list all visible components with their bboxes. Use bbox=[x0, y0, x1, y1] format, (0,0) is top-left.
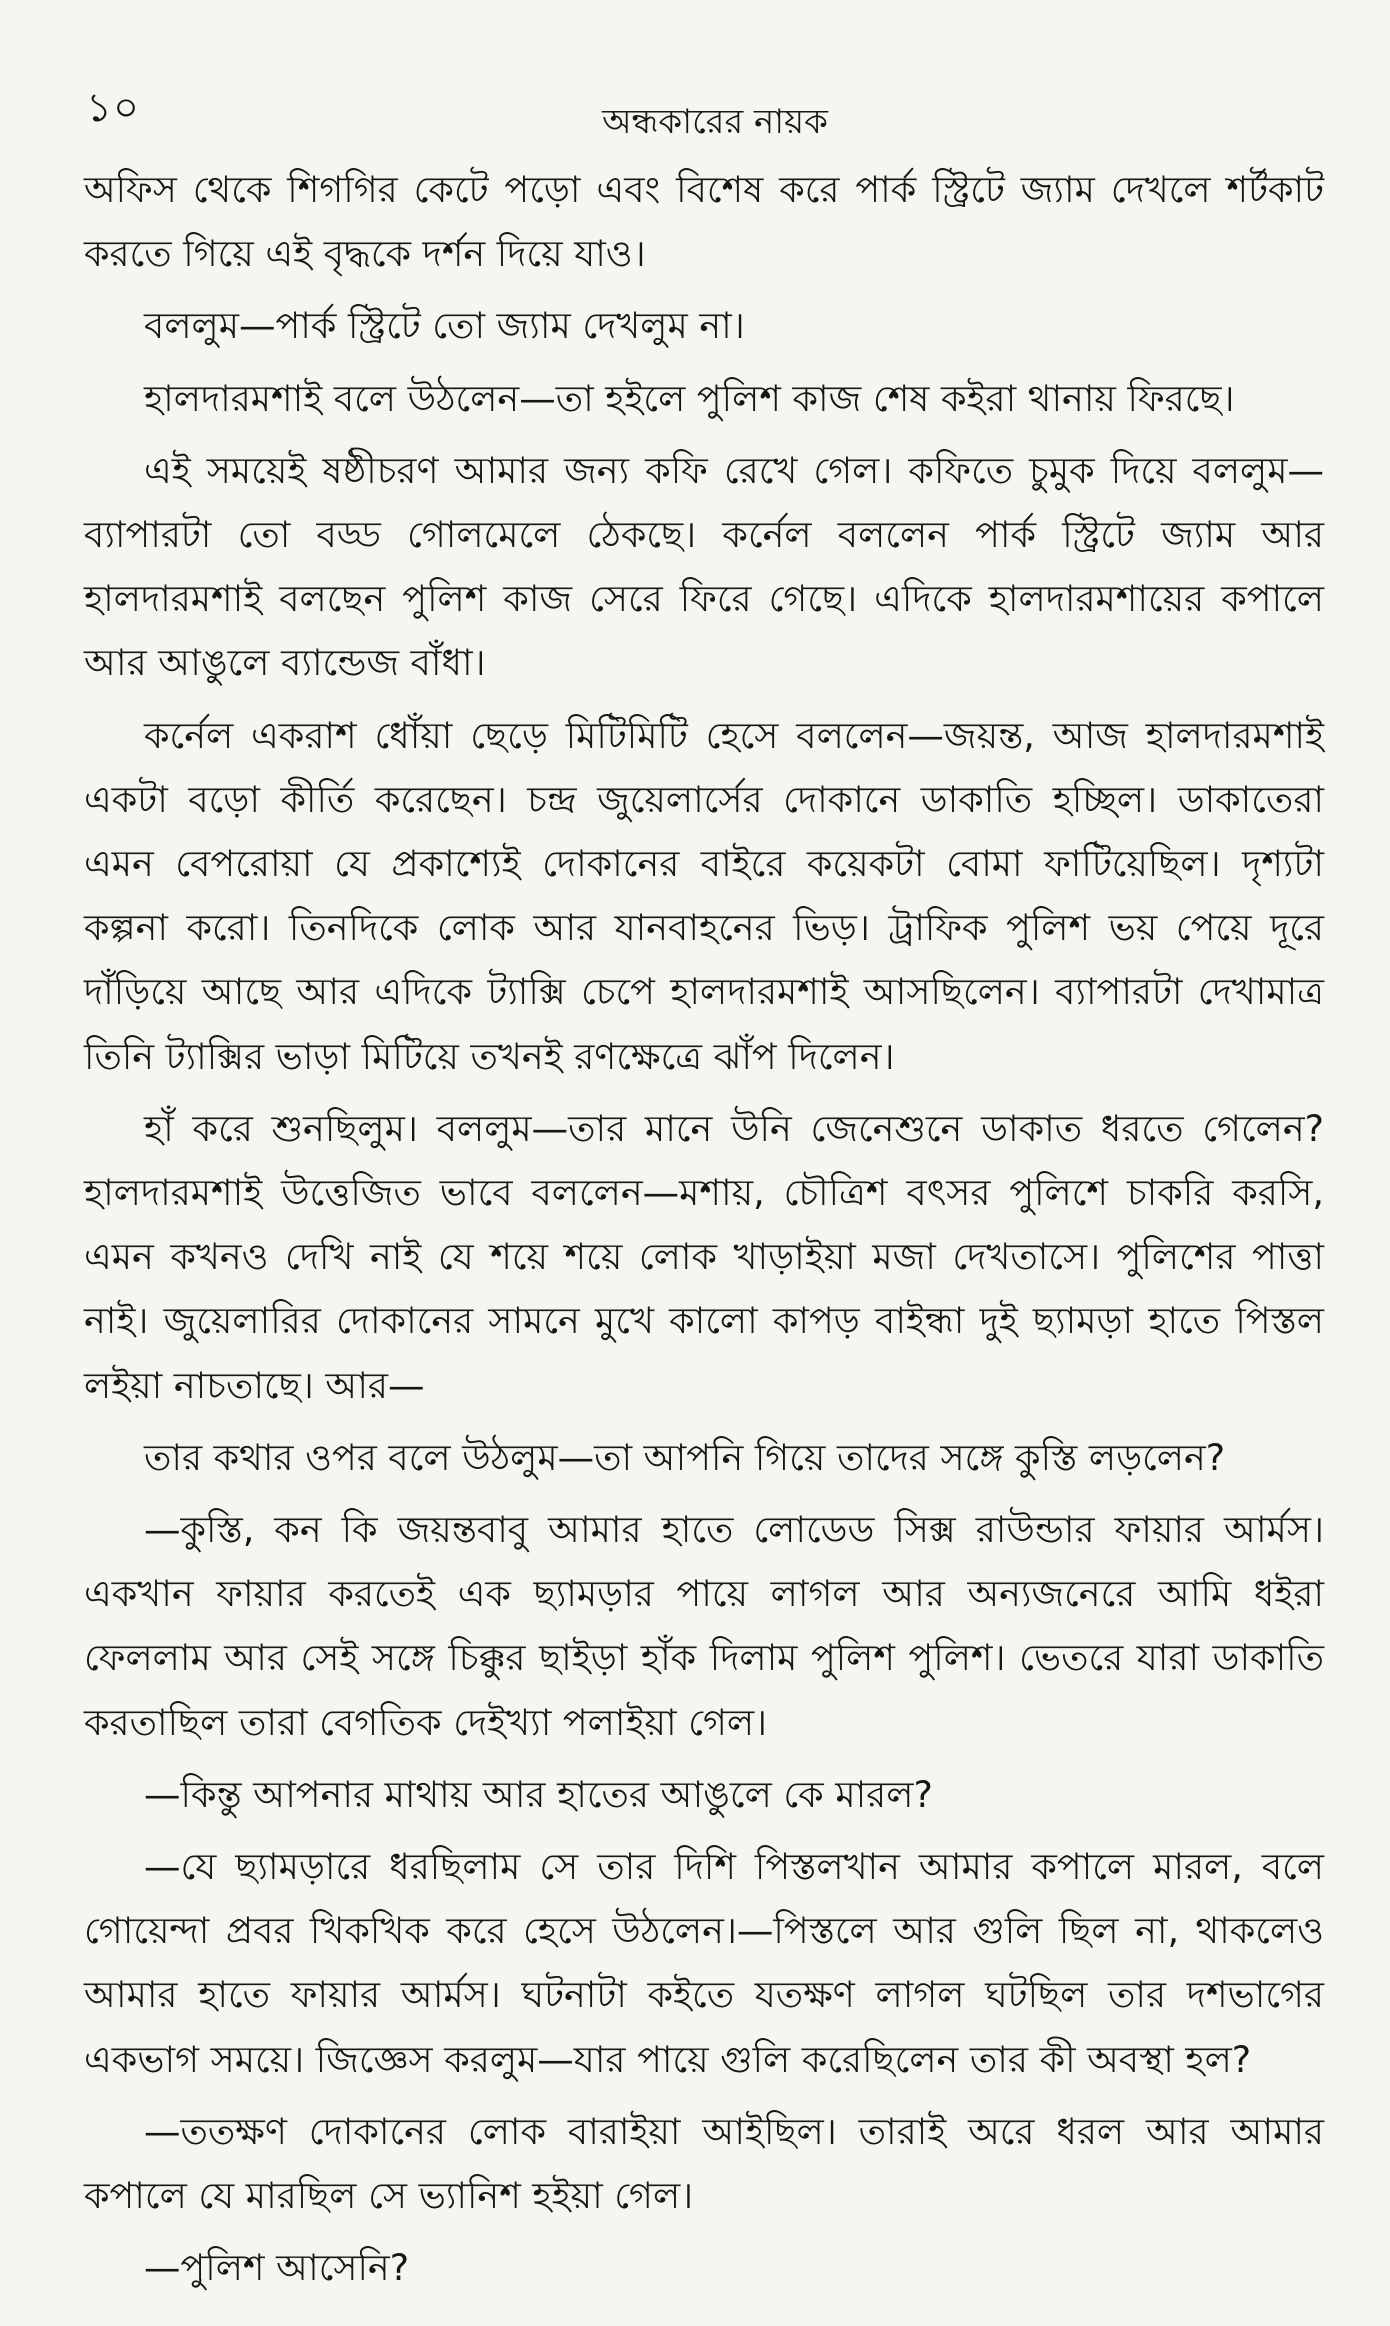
paragraph: —কুস্তি, কন কি জয়ন্তবাবু আমার হাতে লোডেড সিক্স রাউন্ডার ফায়ার আর্মস। একখান ফায়ার করতেই এক ছ্যামড়ার পায়ে লাগল আর অন্যজনেরে আমি ধইরা ফেললাম আর সেই সঙ্গে চিক্কুর ছাইড়া হাঁক দিলাম পুলিশ পুলিশ। ভেতরে যারা ডাকাতি করতাছিল তারা বেগতিক দেইখ্যা পলাইয়া গেল। bbox=[84, 1508, 1324, 1744]
paragraph: হাঁ করে শুনছিলুম। বললুম—তার মানে উনি জেনেশুনে ডাকাত ধরতে গেলেন? হালদারমশাই উত্তেজিত ভাবে বললেন—মশায়, চৌত্রিশ বৎসর পুলিশে চাকরি করসি, এমন কখনও দেখি নাই যে শয়ে শয়ে লোক খাড়াইয়া মজা দেখতাসে। পুলিশের পাত্তা নাই। জুয়েলারির দোকানের সামনে মুখে কালো কাপড় বাইন্ধা দুই ছ্যামড়া হাতে পিস্তল লইয়া নাচতাছে। আর— bbox=[84, 1106, 1324, 1407]
paragraph: অফিস থেকে শিগগির কেটে পড়ো এবং বিশেষ করে পার্ক স্ট্রিটে জ্যাম দেখলে শর্টকাট করতে গিয়ে এই বৃদ্ধকে দর্শন দিয়ে যাও। bbox=[84, 168, 1324, 276]
paragraph: এই সময়েই ষষ্ঠীচরণ আমার জন্য কফি রেখে গেল। কফিতে চুমুক দিয়ে বললুম—ব্যাপারটা তো বড্ড গোলমেলে ঠেকছে। কর্নেল বললেন পার্ক স্ট্রিটে জ্যাম আর হালদারমশাই বলছেন পুলিশ কাজ সেরে ফিরে গেছে। এদিকে হালদারমশায়ের কপালে আর আঙুলে ব্যান্ডেজ বাঁধা। bbox=[84, 448, 1324, 685]
paragraph: —পুলিশ আসেনি? bbox=[144, 2246, 410, 2290]
paragraph: তার কথার ওপর বলে উঠলুম—তা আপনি গিয়ে তাদের সঙ্গে কুস্তি লড়লেন? bbox=[144, 1435, 1226, 1479]
page-number: ১০ bbox=[86, 85, 140, 131]
paragraph: —কিন্তু আপনার মাথায় আর হাতের আঙুলে কে মারল? bbox=[144, 1772, 933, 1816]
paragraph: কর্নেল একরাশ ধোঁয়া ছেড়ে মিটিমিটি হেসে বললেন—জয়ন্ত, আজ হালদারমশাই একটা বড়ো কীর্তি করেছেন। চন্দ্র জুয়েলার্সের দোকানে ডাকাতি হচ্ছিল। ডাকাতেরা এমন বেপরোয়া যে প্রকাশ্যেই দোকানের বাইরে কয়েকটা বোমা ফাটিয়েছিল। দৃশ্যটা কল্পনা করো। তিনদিকে লোক আর যানবাহনের ভিড়। ট্রাফিক পুলিশ ভয় পেয়ে দূরে দাঁড়িয়ে আছে আর এদিকে ট্যাক্সি চেপে হালদারমশাই আসছিলেন। ব্যাপারটা দেখামাত্র তিনি ট্যাক্সির ভাড়া মিটিয়ে তখনই রণক্ষেত্রে ঝাঁপ দিলেন। bbox=[84, 713, 1324, 1078]
paragraph: —যে ছ্যামড়ারে ধরছিলাম সে তার দিশি পিস্তলখান আমার কপালে মারল, বলে গোয়েন্দা প্রবর খিকখিক করে হেসে উঠলেন।—পিস্তলে আর গুলি ছিল না, থাকলেও আমার হাতে ফায়ার আর্মস। ঘটনাটা কইতে যতক্ষণ লাগল ঘটছিল তার দশভাগের একভাগ সময়ে। জিজ্ঞেস করলুম—যার পায়ে গুলি করেছিলেন তার কী অবস্থা হল? bbox=[84, 1845, 1324, 2081]
paragraph: —ততক্ষণ দোকানের লোক বারাইয়া আইছিল। তারাই অরে ধরল আর আমার কপালে যে মারছিল সে ভ্যানিশ হইয়া গেল। bbox=[84, 2109, 1324, 2218]
body-text bbox=[84, 158, 1324, 2301]
paragraph: বললুম—পার্ক স্ট্রিটে তো জ্যাম দেখলুম না। bbox=[144, 304, 745, 348]
paragraph: হালদারমশাই বলে উঠলেন—তা হইলে পুলিশ কাজ শেষ কইরা থানায় ফিরছে। bbox=[144, 376, 1235, 420]
running-title: অন্ধকারের নায়ক bbox=[602, 102, 828, 142]
